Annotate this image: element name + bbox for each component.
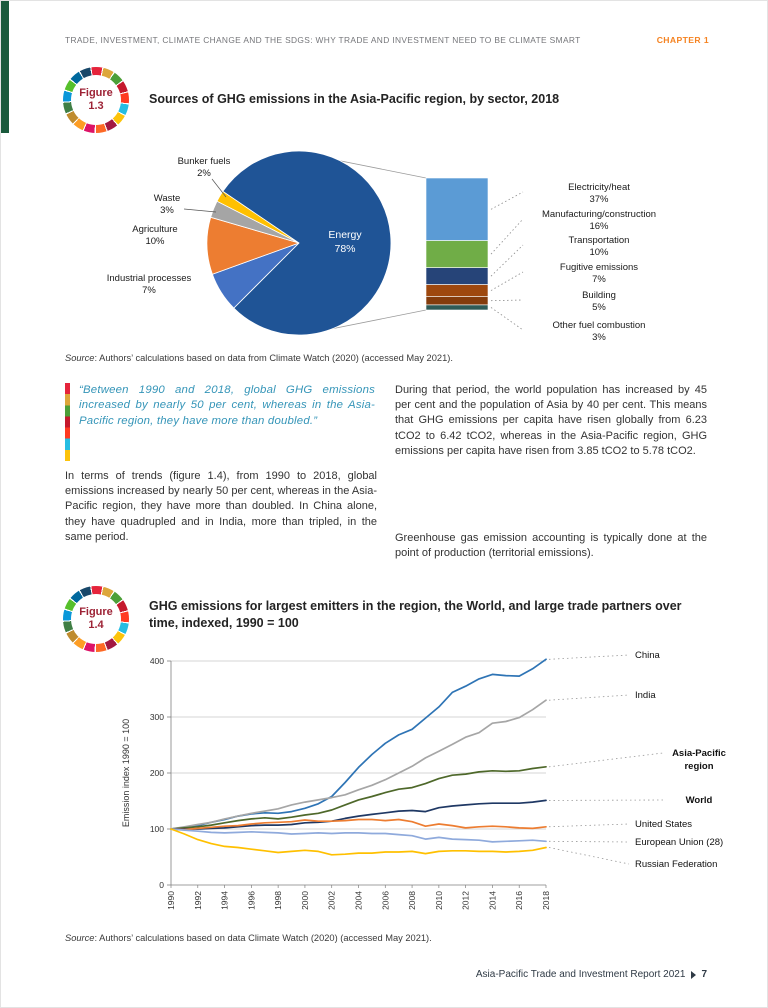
figure-badge-word: Figure — [79, 87, 113, 100]
series-label: World — [685, 795, 713, 806]
bunker-fuels-leader — [212, 179, 226, 197]
series-label: China — [635, 650, 660, 661]
x-tick-label: 1996 — [246, 891, 257, 910]
quote-text: “Between 1990 and 2018, global GHG emissions increased by nearly 50 per cent, whereas in the Asia-Pacific region, they have more than doubled.” — [79, 384, 375, 427]
figure-1-4-source — [65, 933, 432, 943]
x-tick-label: 1992 — [192, 891, 203, 910]
bar-segment-transportation — [426, 268, 488, 285]
footer-page-number: 7 — [701, 969, 707, 980]
source-label: Source — [65, 353, 95, 363]
chapter-label: CHAPTER 1 — [656, 35, 709, 45]
footer-report-title: Asia-Pacific Trade and Investment Report 2021 — [475, 969, 686, 980]
series-label: United States — [635, 819, 693, 830]
bar-segment-fugitive-emissions — [426, 285, 488, 297]
x-tick-label: 2016 — [514, 891, 525, 910]
series-label: European Union (28) — [635, 837, 724, 848]
bar-label-leader — [491, 300, 523, 301]
figure-1-3-chart — [65, 143, 725, 348]
figure-1-4-badge — [63, 586, 129, 652]
series-label-leader — [549, 655, 629, 659]
bar-segment-value: 37% — [589, 194, 609, 205]
running-header — [65, 35, 709, 45]
pie-slice-label: Industrial processes — [106, 273, 192, 284]
pie-slice-value: 10% — [145, 236, 165, 247]
x-tick-label: 2018 — [541, 891, 551, 910]
bar-segment-label: Transportation — [568, 235, 630, 246]
x-tick-label: 2014 — [487, 891, 498, 910]
bar-label-leader — [491, 245, 523, 276]
figure-1-4-title: GHG emissions for largest emitters in the region, the World, and large trade partners over time, indexed, 1990 = 100 — [149, 599, 682, 630]
series-label-leader — [549, 695, 629, 700]
bar-segment-label: Electricity/heat — [568, 182, 630, 193]
x-tick-label: 2012 — [460, 891, 471, 910]
series-label-leader — [549, 847, 629, 864]
running-title: TRADE, INVESTMENT, CLIMATE CHANGE AND THE SDGS: WHY TRADE AND INVESTMENT NEED TO BE CLIMATE SMART — [65, 35, 581, 45]
figure-1-4-chart — [65, 646, 745, 931]
bar-segment-value: 10% — [589, 247, 609, 258]
bar-segment-value: 3% — [592, 332, 606, 343]
pie-value-energy: 78% — [334, 243, 356, 255]
bar-label-leader — [491, 272, 523, 291]
series-label: Russian Federation — [635, 859, 718, 870]
figure-1-3-badge — [63, 67, 129, 133]
source-text: : Authors’ calculations based on data Climate Watch (2020) (accessed May 2021). — [94, 933, 432, 943]
body-paragraph-right-1: During that period, the world population has increased by 45 per cent and the population of Asia by 40 per cent. This means that GHG emissions per capita have risen globally from 6.23 tCO2 to 6.42 tCO2, whereas in the Asia-Pacific region, GHG emissions per capita have risen from 3.85 tCO2 to 5.78 tCO2. — [395, 384, 707, 457]
waste-leader — [184, 209, 216, 212]
bar-segment-manufacturing-construction — [426, 241, 488, 268]
y-tick-label: 100 — [149, 824, 164, 834]
y-tick-label: 300 — [149, 712, 164, 722]
bar-segment-label: Building — [582, 290, 616, 301]
bar-segment-label: Fugitive emissions — [559, 262, 639, 273]
sdg-ring-icon — [63, 67, 129, 133]
pie-slice-value: 7% — [142, 285, 156, 296]
x-tick-label: 2004 — [353, 891, 364, 910]
source-text: : Authors’ calculations based on data from Climate Watch (2020) (accessed May 2021). — [94, 353, 453, 363]
series-label-leader — [549, 753, 663, 767]
series-line-european-union- — [171, 829, 546, 842]
body-paragraph-right-2: Greenhouse gas emission accounting is typically done at the point of production (territorial emissions). — [395, 532, 707, 560]
bar-segment-value: 16% — [589, 221, 609, 232]
quote-accent-bar — [65, 383, 70, 461]
figure-badge-inner — [71, 75, 121, 125]
pie-slice-value: 3% — [160, 205, 174, 216]
page-footer — [476, 969, 707, 980]
bar-label-leader — [491, 219, 523, 254]
x-tick-label: 2000 — [299, 891, 310, 910]
pull-quote — [65, 383, 375, 461]
footer-arrow-icon — [691, 971, 696, 979]
y-axis-title: Emission index 1990 = 100 — [121, 718, 131, 828]
series-line-world — [171, 800, 546, 829]
figure-badge-number: 1.3 — [88, 100, 104, 112]
figure-badge-number: 1.4 — [88, 619, 104, 631]
x-tick-label: 1990 — [166, 891, 176, 910]
pie-slice-label: Bunker fuels — [177, 156, 231, 167]
bar-segment-electricity-heat — [426, 178, 488, 241]
figure-badge-word: Figure — [79, 606, 113, 619]
bar-label-leader — [491, 307, 523, 330]
figure-badge-inner — [71, 594, 121, 644]
series-label: Asia-Pacific region — [672, 748, 726, 772]
source-label: Source — [65, 933, 95, 943]
pie-label-energy: Energy — [328, 229, 362, 241]
series-line-india — [171, 700, 546, 829]
x-tick-label: 1994 — [219, 891, 230, 910]
pie-slice-value: 2% — [197, 168, 211, 179]
bar-label-leader — [491, 192, 523, 209]
series-label: India — [635, 690, 656, 701]
x-tick-label: 2006 — [380, 891, 391, 910]
x-tick-label: 1998 — [273, 891, 284, 910]
x-tick-label: 2010 — [433, 891, 444, 910]
sdg-ring-icon — [63, 586, 129, 652]
bar-segment-label: Manufacturing/construction — [541, 209, 657, 220]
x-tick-label: 2002 — [326, 891, 337, 910]
bar-segment-value: 5% — [592, 302, 606, 313]
figure-1-3-title: Sources of GHG emissions in the Asia-Pacific region, by sector, 2018 — [149, 92, 560, 106]
bar-segment-building — [426, 296, 488, 304]
left-accent-bar — [1, 1, 9, 133]
x-tick-label: 2008 — [407, 891, 418, 910]
figure-1-3-source — [65, 353, 453, 363]
bar-segment-value: 7% — [592, 274, 606, 285]
bar-segment-other-fuel-combustion — [426, 305, 488, 310]
pie-slice-label: Waste — [153, 193, 181, 204]
y-tick-label: 0 — [159, 880, 164, 890]
bar-segment-label: Other fuel combustion — [552, 320, 646, 331]
body-paragraph-left: In terms of trends (figure 1.4), from 1990 to 2018, global emissions increased by nearly 50 per cent, whereas in the Asia-Pacific region, they have more than doubled. In China alone, they have quadrupled and in India, more than tripled, in the same period. — [65, 470, 377, 543]
y-tick-label: 400 — [149, 656, 164, 666]
pie-slice-label: Agriculture — [132, 224, 178, 235]
series-label-leader — [549, 824, 629, 827]
series-label-leader — [549, 841, 629, 842]
y-tick-label: 200 — [149, 768, 164, 778]
